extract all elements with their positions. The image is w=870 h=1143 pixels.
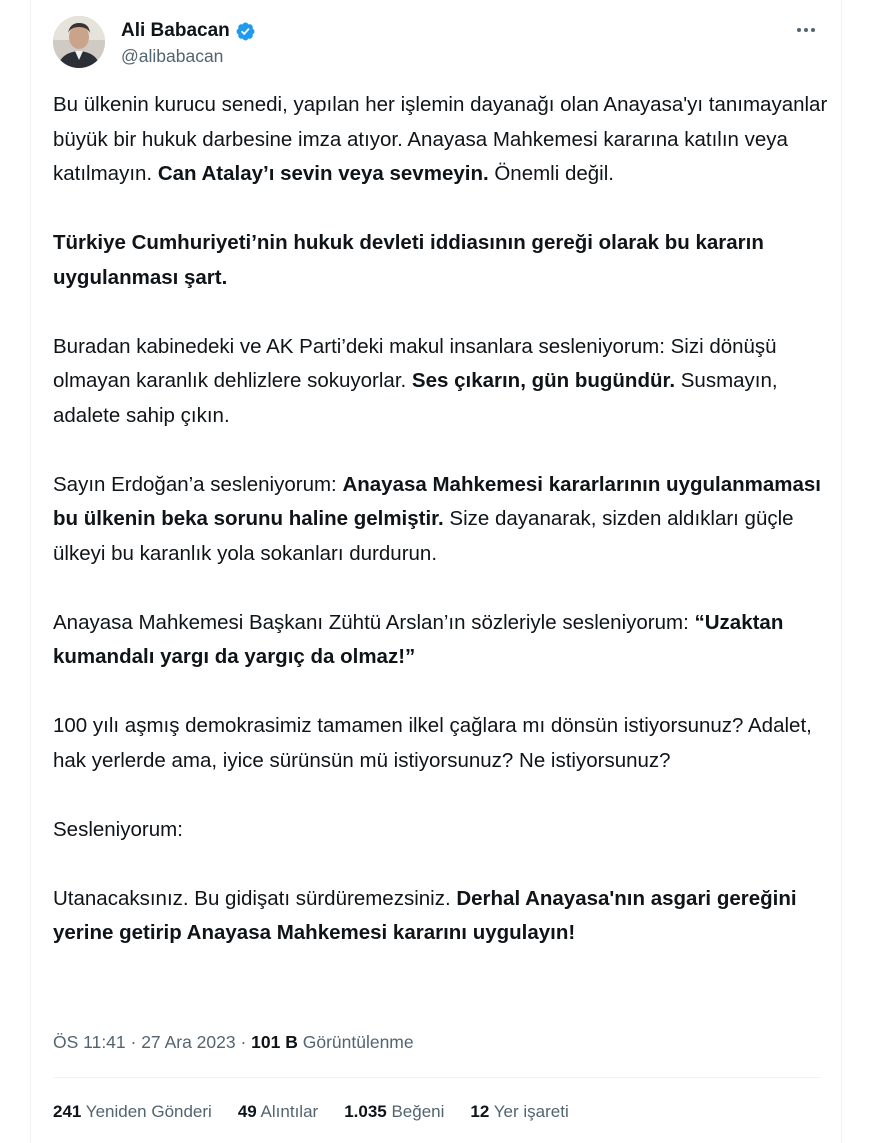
- tweet-text-bold: “Uzaktan kumandalı yargı da yargıç da olmaz!”: [53, 610, 784, 668]
- tweet-text-run: Bu ülkenin kurucu senedi, yapılan her işlemin dayanağı olan Anayasa'yı tanımayanlar büyük bir hukuk darbesine imza atıyor. Anayasa Mahkemesi kararına katılın veya katılmayın.: [53, 93, 828, 185]
- tweet-text-run: Susmayın, adalete sahip çıkın.: [53, 369, 778, 427]
- stat-label: Yeniden Gönderi: [85, 1102, 212, 1121]
- tweet-paragraph: [53, 882, 828, 951]
- tweet-text-run: 100 yılı aşmış demokrasimiz tamamen ilkel çağlara mı dönsün istiyorsunuz? Adalet, hak yerlerde ama, iyice sürünsün mü istiyorsunuz? Ne istiyorsunuz?: [53, 714, 812, 772]
- stat-likes[interactable]: [344, 1100, 444, 1124]
- tweet-date[interactable]: 27 Ara 2023: [141, 1032, 236, 1052]
- tweet-text-bold: Can Atalay’ı sevin veya sevmeyin.: [157, 162, 489, 185]
- tweet-text-run: Önemli değil.: [488, 162, 614, 185]
- tweet-paragraph: [53, 226, 828, 295]
- meta-separator: ·: [125, 1032, 142, 1052]
- tweet-paragraph: [53, 88, 828, 192]
- views-count: 101 B: [251, 1032, 298, 1052]
- stat-count: 241: [53, 1102, 82, 1121]
- tweet-text-bold: Anayasa Mahkemesi kararlarının uygulanmaması bu ülkenin beka sorunu haline gelmiştir.: [53, 472, 821, 530]
- stat-label: Yer işareti: [493, 1102, 569, 1121]
- tweet-card: [30, 0, 842, 1143]
- tweet-text-run: Anayasa Mahkemesi Başkanı Zühtü Arslan’ın sözleriyle sesleniyorum:: [53, 610, 695, 634]
- tweet-text-run: Size dayanarak, sizden aldıkları güçle ülkeyi bu karanlık yola sokanları durdurun.: [53, 507, 794, 565]
- meta-separator: ·: [235, 1032, 252, 1052]
- avatar[interactable]: [53, 16, 105, 68]
- author-info: [121, 19, 256, 67]
- tweet-text: [53, 88, 828, 951]
- tweet-text-run: Utanacaksınız. Bu gidişatı sürdüremezsiniz.: [53, 886, 457, 910]
- avatar-image: [53, 16, 105, 68]
- tweet-paragraph: [53, 709, 828, 778]
- views-label: Görüntülenme: [297, 1032, 414, 1052]
- tweet-text-bold: Türkiye Cumhuriyeti’nin hukuk devleti iddiasının gereği olarak bu kararın uygulanması şart.: [53, 231, 764, 289]
- tweet-paragraph: [53, 330, 828, 434]
- stat-count: 49: [237, 1102, 257, 1121]
- stat-count: 1.035: [344, 1102, 387, 1121]
- name-row: [121, 19, 256, 43]
- tweet-meta: [53, 1030, 414, 1054]
- tweet-text-run: Buradan kabinedeki ve AK Parti’deki makul insanlara sesleniyorum: Sizi dönüşü olmayan karanlık dehlizlere sokuyorlar.: [53, 334, 777, 392]
- tweet-paragraph: [53, 606, 828, 675]
- handle[interactable]: @alibabacan: [121, 46, 224, 66]
- tweet-paragraph: [53, 813, 828, 848]
- stat-label: Beğeni: [391, 1102, 445, 1121]
- tweet-text-bold: Derhal Anayasa'nın asgari gereğini yerine getirip Anayasa Mahkemesi kararını uygulayın!: [53, 886, 797, 944]
- stat-count: 12: [470, 1102, 490, 1121]
- tweet-text-run: Sesleniyorum:: [53, 817, 183, 841]
- tweet-text-run: Sayın Erdoğan’a sesleniyorum:: [53, 472, 343, 496]
- display-name[interactable]: Ali Babacan: [121, 20, 230, 41]
- stat-label: Alıntılar: [260, 1102, 319, 1121]
- more-options-icon[interactable]: [791, 18, 821, 42]
- stat-quotes[interactable]: [238, 1100, 318, 1124]
- tweet-header: [53, 16, 821, 76]
- tweet-paragraph: [53, 468, 828, 572]
- divider: [53, 1077, 821, 1078]
- tweet-text-bold: Ses çıkarın, gün bugündür.: [411, 369, 676, 392]
- verified-badge-icon[interactable]: [235, 21, 256, 42]
- stat-bookmarks[interactable]: [470, 1100, 568, 1124]
- tweet-time[interactable]: ÖS 11:41: [53, 1032, 126, 1052]
- engagement-stats: [53, 1100, 595, 1124]
- stat-reposts[interactable]: [53, 1100, 212, 1124]
